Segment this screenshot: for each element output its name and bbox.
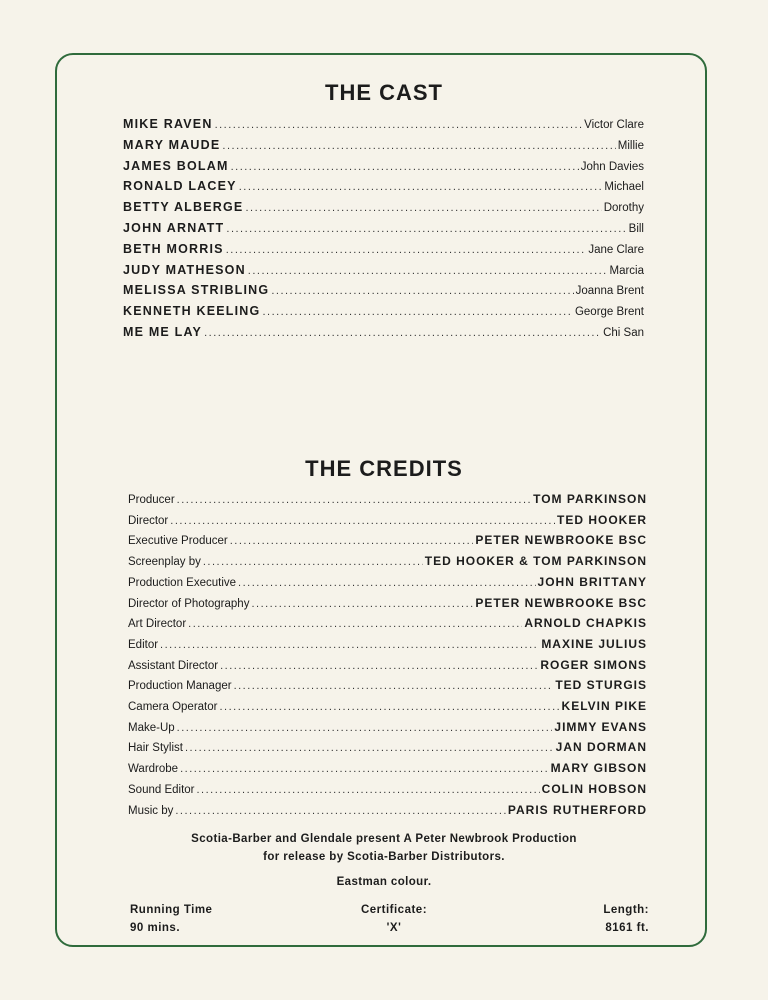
cast-row [123,283,644,303]
running-time-label: Running Time [130,904,213,916]
cast-row [123,117,644,137]
actor-name: ME ME LAY [123,325,203,339]
dot-leader [238,577,536,589]
cast-heading: THE CAST [325,80,443,105]
dot-leader [185,742,554,754]
dot-leader [262,306,573,318]
dot-leader [204,327,601,339]
credit-job: Camera Operator [128,701,218,713]
actor-name: MELISSA STRIBLING [123,283,270,298]
production-line-2: for release by Scotia-Barber Distributors. [263,851,505,863]
dot-leader [271,285,573,297]
credit-name: PETER NEWBROOKE BSC [475,595,647,610]
cast-row [123,221,644,241]
credit-job: Director of Photography [128,597,250,610]
credit-name: JOHN BRITTANY [537,574,647,589]
credit-row [128,720,647,740]
credit-job: Sound Editor [128,783,195,796]
credit-job: Wardrobe [128,763,179,776]
credit-row [128,740,647,760]
dot-leader [197,784,540,796]
credit-name: TED HOOKER [556,512,647,527]
running-time-block [130,901,212,937]
credit-name: TED HOOKER & TOM PARKINSON [424,554,647,569]
dot-leader [180,763,549,775]
actor-name: MARY MAUDE [123,137,221,152]
dot-leader [203,556,423,568]
certificate-label: Certificate: [360,904,428,916]
dot-leader [219,701,559,713]
credit-row [128,761,647,781]
cast-row [123,242,644,262]
dot-leader [226,244,587,256]
dot-leader [177,722,553,734]
credit-row [128,533,647,553]
credit-name: JAN DORMAN [555,740,647,755]
role-name: Bill [628,223,644,235]
credit-row [128,782,647,802]
dot-leader [188,618,522,630]
certificate-block [349,901,439,937]
credit-name: COLIN HOBSON [541,781,647,796]
dot-leader [234,680,554,692]
actor-name: RONALD LACEY [123,179,237,194]
actor-name: BETTY ALBERGE [123,200,244,215]
credit-row [128,596,647,616]
credit-name: TED STURGIS [555,678,647,693]
credit-name: TOM PARKINSON [533,492,647,506]
credit-row [128,554,647,574]
role-name: Chi San [603,327,644,339]
credit-job: Production Executive [128,576,237,589]
credit-row [128,513,647,533]
dot-leader [220,660,538,672]
role-name: Marcia [609,264,644,277]
credit-row [128,678,647,698]
role-name: John Davies [580,160,644,173]
cast-row [123,159,644,179]
credit-job: Editor [128,638,159,651]
length-label: Length: [603,904,649,916]
credit-row [128,803,647,823]
cast-row [123,138,644,158]
credit-row [128,575,647,595]
role-name: Michael [604,181,644,194]
certificate-value: 'X' [386,922,402,934]
credit-job: Executive Producer [128,535,228,548]
credit-job: Music by [128,804,174,817]
actor-name: JAMES BOLAM [123,158,229,173]
role-name: Victor Clare [584,119,644,131]
length-value: 8161 ft. [605,922,649,934]
credit-job: Make-Up [128,721,175,734]
credit-name: KELVIN PIKE [561,699,647,713]
dot-leader [175,805,506,817]
role-name: Joanna Brent [575,285,644,298]
credit-job: Director [128,514,169,527]
dot-leader [248,265,608,277]
cast-row [123,325,644,345]
dot-leader [251,598,473,610]
credit-row [128,616,647,636]
colour-line: Eastman colour. [336,876,432,888]
credit-job: Art Director [128,618,187,631]
dot-leader [231,161,579,173]
actor-name: BETH MORRIS [123,241,224,256]
credit-name: PETER NEWBROOKE BSC [475,533,647,548]
length-block [560,901,649,937]
credit-name: MARY GIBSON [550,761,647,776]
actor-name: KENNETH KEELING [123,304,261,319]
credit-job: Production Manager [128,680,232,693]
dot-leader [170,515,555,527]
cast-row [123,200,644,220]
credit-name: MAXINE JULIUS [541,636,647,651]
credit-row [128,492,647,512]
actor-name: JOHN ARNATT [123,221,225,235]
credit-name: ROGER SIMONS [540,657,647,672]
cast-row [123,263,644,283]
dot-leader [245,202,601,214]
actor-name: JUDY MATHESON [123,262,246,277]
credit-job: Hair Stylist [128,742,183,755]
dot-leader [177,494,531,506]
credit-job: Assistant Director [128,659,219,672]
credit-job: Producer [128,494,175,506]
credit-row [128,699,647,719]
dot-leader [222,140,615,152]
credit-name: JIMMY EVANS [554,719,647,734]
dot-leader [226,223,626,235]
role-name: Jane Clare [588,243,644,256]
role-name: Dorothy [603,202,644,215]
dot-leader [239,181,603,193]
dot-leader [160,639,539,651]
dot-leader [215,119,583,131]
cast-row [123,304,644,324]
credit-row [128,658,647,678]
credit-job: Screenplay by [128,556,201,569]
credit-name: ARNOLD CHAPKIS [524,616,647,631]
running-time-value: 90 mins. [130,922,181,934]
credits-heading: THE CREDITS [305,456,463,481]
role-name: Millie [617,139,644,152]
production-line-1: Scotia-Barber and Glendale present A Peter Newbrook Production [191,833,577,845]
cast-row [123,179,644,199]
credit-row [128,637,647,657]
actor-name: MIKE RAVEN [123,117,213,131]
dot-leader [230,535,474,547]
credit-name: PARIS RUTHERFORD [507,802,647,817]
role-name: George Brent [574,306,644,319]
